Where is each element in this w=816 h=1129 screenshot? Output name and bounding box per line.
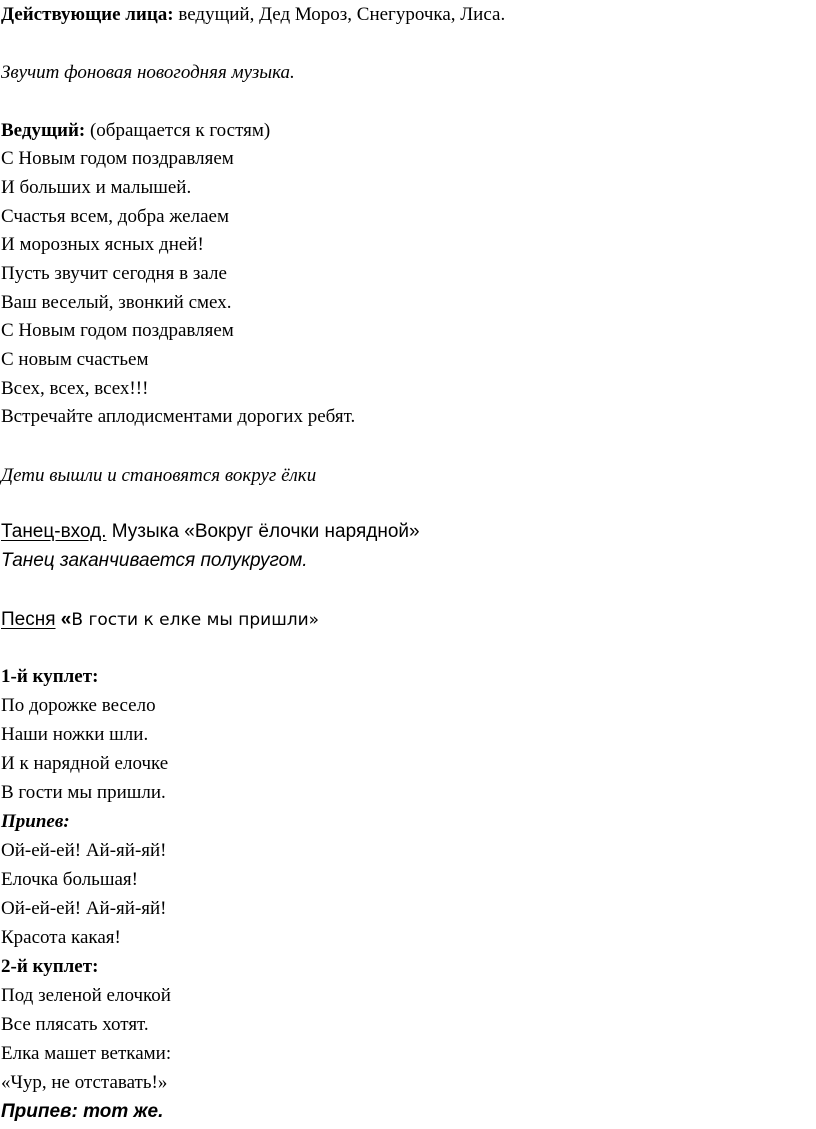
chorus-repeat: Припев: тот же.	[1, 1101, 164, 1122]
host-heading	[1, 119, 270, 143]
dance-music: Музыка «Вокруг ёлочки нарядной»	[106, 521, 420, 542]
verse2-line-1: Под зеленой елочкой	[1, 985, 171, 1006]
verse2-line-4: «Чур, не отставать!»	[1, 1072, 168, 1093]
song-label: Песня	[1, 609, 56, 630]
song-quote-open: «	[55, 609, 72, 630]
verse1-label: 1-й куплет:	[1, 666, 99, 687]
dance-ending: Танец заканчивается полукругом.	[1, 550, 308, 571]
host-line-10: Встречайте аплодисментами дорогих ребят.	[1, 406, 356, 427]
host-line-3: Счастья всем, добра желаем	[1, 206, 229, 227]
host-line-7: С Новым годом поздравляем	[1, 320, 234, 341]
cast-label: Действующие лица:	[1, 4, 174, 25]
host-line-9: Всех, всех, всех!!!	[1, 378, 149, 399]
host-line-1: С Новым годом поздравляем	[1, 148, 234, 169]
chorus-line-3: Ой-ей-ей! Ай-яй-яй!	[1, 898, 167, 919]
dance-line	[1, 520, 420, 544]
verse2-line-3: Елка машет ветками:	[1, 1043, 172, 1064]
host-direction: (обращается к гостям)	[85, 120, 271, 141]
chorus-line-4: Красота какая!	[1, 927, 121, 948]
chorus-line-2: Елочка большая!	[1, 869, 138, 890]
song-line	[1, 608, 319, 632]
host-line-8: С новым счастьем	[1, 349, 149, 370]
verse2-line-2: Все плясать хотят.	[1, 1014, 149, 1035]
verse1-line-3: И к нарядной елочке	[1, 753, 169, 774]
chorus-line-1: Ой-ей-ей! Ай-яй-яй!	[1, 840, 167, 861]
stage-music-direction: Звучит фоновая новогодняя музыка.	[1, 62, 295, 83]
verse1-line-4: В гости мы пришли.	[1, 782, 166, 803]
children-direction: Дети вышли и становятся вокруг ёлки	[1, 465, 317, 486]
host-line-5: Пусть звучит сегодня в зале	[1, 263, 227, 284]
verse2-label: 2-й куплет:	[1, 956, 99, 977]
host-line-6: Ваш веселый, звонкий смех.	[1, 292, 232, 313]
host-line-4: И морозных ясных дней!	[1, 234, 204, 255]
cast-names: ведущий, Дед Мороз, Снегурочка, Лиса.	[173, 4, 506, 25]
dance-label: Танец-вход.	[1, 521, 107, 542]
host-label: Ведущий:	[1, 120, 86, 141]
host-line-2: И больших и малышей.	[1, 177, 192, 198]
verse1-line-1: По дорожке весело	[1, 695, 156, 716]
cast-line	[1, 3, 505, 27]
verse1-line-2: Наши ножки шли.	[1, 724, 149, 745]
song-title: В гости к елке мы пришли»	[71, 610, 320, 630]
chorus-label: Припев:	[1, 811, 70, 832]
